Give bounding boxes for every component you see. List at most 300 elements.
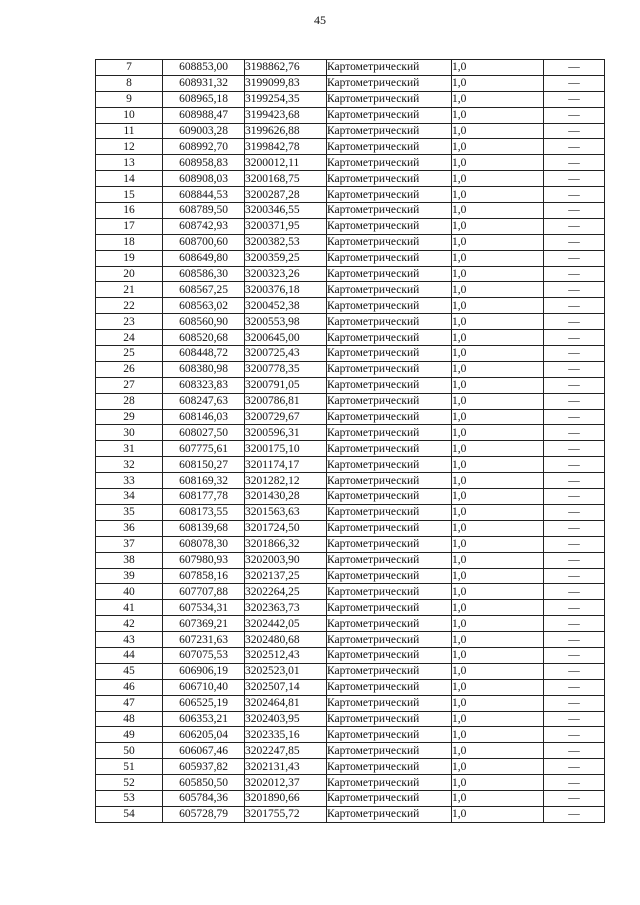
x-coordinate-cell: 608789,50 [163,203,245,219]
description-cell: — [544,489,605,505]
accuracy-cell: 1,0 [452,187,544,203]
point-number-cell: 37 [96,536,163,552]
y-coordinate-cell: 3200596,31 [245,425,327,441]
x-coordinate-cell: 607707,88 [163,584,245,600]
accuracy-cell: 1,0 [452,775,544,791]
description-cell: — [544,473,605,489]
point-number-cell: 38 [96,552,163,568]
y-coordinate-cell: 3199254,35 [245,91,327,107]
point-number-cell: 53 [96,790,163,806]
description-cell: — [544,663,605,679]
x-coordinate-cell: 608586,30 [163,266,245,282]
x-coordinate-cell: 608139,68 [163,520,245,536]
method-cell: Картометрический [327,775,452,791]
y-coordinate-cell: 3199842,78 [245,139,327,155]
y-coordinate-cell: 3200175,10 [245,441,327,457]
x-coordinate-cell: 608649,80 [163,250,245,266]
table-row [96,330,605,346]
method-cell: Картометрический [327,171,452,187]
x-coordinate-cell: 607231,63 [163,632,245,648]
accuracy-cell: 1,0 [452,60,544,76]
method-cell: Картометрический [327,425,452,441]
method-cell: Картометрический [327,647,452,663]
y-coordinate-cell: 3200168,75 [245,171,327,187]
method-cell: Картометрический [327,457,452,473]
x-coordinate-cell: 608965,18 [163,91,245,107]
x-coordinate-cell: 608169,32 [163,473,245,489]
point-number-cell: 31 [96,441,163,457]
method-cell: Картометрический [327,632,452,648]
x-coordinate-cell: 606205,04 [163,727,245,743]
method-cell: Картометрический [327,552,452,568]
x-coordinate-cell: 607369,21 [163,616,245,632]
method-cell: Картометрический [327,266,452,282]
method-cell: Картометрический [327,489,452,505]
y-coordinate-cell: 3199626,88 [245,123,327,139]
table-row [96,616,605,632]
description-cell: — [544,727,605,743]
y-coordinate-cell: 3200382,53 [245,234,327,250]
method-cell: Картометрический [327,314,452,330]
x-coordinate-cell: 608380,98 [163,361,245,377]
y-coordinate-cell: 3200791,05 [245,377,327,393]
method-cell: Картометрический [327,663,452,679]
x-coordinate-cell: 607980,93 [163,552,245,568]
table-row [96,552,605,568]
description-cell: — [544,441,605,457]
table-row [96,457,605,473]
y-coordinate-cell: 3202363,73 [245,600,327,616]
table-row [96,171,605,187]
point-number-cell: 29 [96,409,163,425]
point-number-cell: 9 [96,91,163,107]
point-number-cell: 19 [96,250,163,266]
table-row [96,409,605,425]
table-row [96,632,605,648]
accuracy-cell: 1,0 [452,425,544,441]
description-cell: — [544,790,605,806]
point-number-cell: 42 [96,616,163,632]
method-cell: Картометрический [327,361,452,377]
x-coordinate-cell: 605784,36 [163,790,245,806]
y-coordinate-cell: 3201282,12 [245,473,327,489]
accuracy-cell: 1,0 [452,584,544,600]
accuracy-cell: 1,0 [452,409,544,425]
method-cell: Картометрический [327,504,452,520]
table-row [96,727,605,743]
table-row [96,393,605,409]
description-cell: — [544,504,605,520]
description-cell: — [544,695,605,711]
point-number-cell: 17 [96,218,163,234]
x-coordinate-cell: 608520,68 [163,330,245,346]
point-number-cell: 15 [96,187,163,203]
method-cell: Картометрический [327,60,452,76]
description-cell: — [544,218,605,234]
description-cell: — [544,171,605,187]
description-cell: — [544,107,605,123]
table-row [96,504,605,520]
method-cell: Картометрический [327,282,452,298]
x-coordinate-cell: 608853,00 [163,60,245,76]
x-coordinate-cell: 608323,83 [163,377,245,393]
accuracy-cell: 1,0 [452,314,544,330]
accuracy-cell: 1,0 [452,711,544,727]
method-cell: Картометрический [327,600,452,616]
accuracy-cell: 1,0 [452,155,544,171]
y-coordinate-cell: 3200346,55 [245,203,327,219]
x-coordinate-cell: 607534,31 [163,600,245,616]
point-number-cell: 8 [96,75,163,91]
table-row [96,139,605,155]
method-cell: Картометрический [327,568,452,584]
accuracy-cell: 1,0 [452,520,544,536]
y-coordinate-cell: 3201174,17 [245,457,327,473]
y-coordinate-cell: 3202137,25 [245,568,327,584]
y-coordinate-cell: 3200786,81 [245,393,327,409]
y-coordinate-cell: 3199423,68 [245,107,327,123]
point-number-cell: 39 [96,568,163,584]
accuracy-cell: 1,0 [452,107,544,123]
point-number-cell: 27 [96,377,163,393]
x-coordinate-cell: 605850,50 [163,775,245,791]
point-number-cell: 14 [96,171,163,187]
description-cell: — [544,60,605,76]
point-number-cell: 43 [96,632,163,648]
description-cell: — [544,600,605,616]
table-row [96,218,605,234]
accuracy-cell: 1,0 [452,298,544,314]
x-coordinate-cell: 608448,72 [163,346,245,362]
method-cell: Картометрический [327,75,452,91]
table-row [96,568,605,584]
description-cell: — [544,806,605,822]
y-coordinate-cell: 3201866,32 [245,536,327,552]
method-cell: Картометрический [327,234,452,250]
description-cell: — [544,457,605,473]
method-cell: Картометрический [327,203,452,219]
x-coordinate-cell: 607075,53 [163,647,245,663]
description-cell: — [544,155,605,171]
y-coordinate-cell: 3200729,67 [245,409,327,425]
page-number: 45 [314,13,326,27]
description-cell: — [544,679,605,695]
x-coordinate-cell: 605937,82 [163,759,245,775]
method-cell: Картометрический [327,107,452,123]
point-number-cell: 30 [96,425,163,441]
description-cell: — [544,743,605,759]
x-coordinate-cell: 605728,79 [163,806,245,822]
y-coordinate-cell: 3201890,66 [245,790,327,806]
point-number-cell: 13 [96,155,163,171]
accuracy-cell: 1,0 [452,75,544,91]
description-cell: — [544,250,605,266]
table-row [96,711,605,727]
x-coordinate-cell: 608958,83 [163,155,245,171]
description-cell: — [544,552,605,568]
description-cell: — [544,75,605,91]
method-cell: Картометрический [327,473,452,489]
table-row [96,425,605,441]
method-cell: Картометрический [327,584,452,600]
method-cell: Картометрический [327,616,452,632]
description-cell: — [544,632,605,648]
description-cell: — [544,234,605,250]
point-number-cell: 51 [96,759,163,775]
table-row [96,60,605,76]
x-coordinate-cell: 608173,55 [163,504,245,520]
accuracy-cell: 1,0 [452,536,544,552]
table-row [96,489,605,505]
accuracy-cell: 1,0 [452,489,544,505]
y-coordinate-cell: 3201563,63 [245,504,327,520]
accuracy-cell: 1,0 [452,91,544,107]
y-coordinate-cell: 3202523,01 [245,663,327,679]
table-row [96,600,605,616]
table-row [96,155,605,171]
table-row [96,282,605,298]
description-cell: — [544,330,605,346]
method-cell: Картометрический [327,441,452,457]
x-coordinate-cell: 608908,03 [163,171,245,187]
y-coordinate-cell: 3200287,28 [245,187,327,203]
table-row [96,536,605,552]
table-row [96,107,605,123]
y-coordinate-cell: 3202442,05 [245,616,327,632]
table-row [96,790,605,806]
description-cell: — [544,187,605,203]
y-coordinate-cell: 3200725,43 [245,346,327,362]
y-coordinate-cell: 3202131,43 [245,759,327,775]
y-coordinate-cell: 3199099,83 [245,75,327,91]
x-coordinate-cell: 609003,28 [163,123,245,139]
description-cell: — [544,536,605,552]
y-coordinate-cell: 3201430,28 [245,489,327,505]
accuracy-cell: 1,0 [452,123,544,139]
y-coordinate-cell: 3201755,72 [245,806,327,822]
y-coordinate-cell: 3200359,25 [245,250,327,266]
table-row [96,743,605,759]
point-number-cell: 7 [96,60,163,76]
x-coordinate-cell: 608742,93 [163,218,245,234]
accuracy-cell: 1,0 [452,282,544,298]
y-coordinate-cell: 3202480,68 [245,632,327,648]
y-coordinate-cell: 3200323,26 [245,266,327,282]
x-coordinate-cell: 606067,46 [163,743,245,759]
accuracy-cell: 1,0 [452,743,544,759]
method-cell: Картометрический [327,377,452,393]
point-number-cell: 49 [96,727,163,743]
description-cell: — [544,203,605,219]
method-cell: Картометрический [327,187,452,203]
description-cell: — [544,91,605,107]
table-row [96,647,605,663]
y-coordinate-cell: 3202247,85 [245,743,327,759]
accuracy-cell: 1,0 [452,679,544,695]
y-coordinate-cell: 3200452,38 [245,298,327,314]
accuracy-cell: 1,0 [452,552,544,568]
x-coordinate-cell: 608560,90 [163,314,245,330]
table-row [96,759,605,775]
method-cell: Картометрический [327,393,452,409]
point-number-cell: 12 [96,139,163,155]
x-coordinate-cell: 606353,21 [163,711,245,727]
description-cell: — [544,647,605,663]
y-coordinate-cell: 3200645,00 [245,330,327,346]
description-cell: — [544,139,605,155]
y-coordinate-cell: 3200376,18 [245,282,327,298]
description-cell: — [544,616,605,632]
x-coordinate-cell: 606710,40 [163,679,245,695]
x-coordinate-cell: 606525,19 [163,695,245,711]
table-row [96,75,605,91]
accuracy-cell: 1,0 [452,393,544,409]
x-coordinate-cell: 607858,16 [163,568,245,584]
accuracy-cell: 1,0 [452,203,544,219]
method-cell: Картометрический [327,679,452,695]
x-coordinate-cell: 606906,19 [163,663,245,679]
description-cell: — [544,425,605,441]
point-number-cell: 21 [96,282,163,298]
accuracy-cell: 1,0 [452,330,544,346]
accuracy-cell: 1,0 [452,377,544,393]
accuracy-cell: 1,0 [452,600,544,616]
point-number-cell: 36 [96,520,163,536]
description-cell: — [544,409,605,425]
method-cell: Картометрический [327,155,452,171]
point-number-cell: 41 [96,600,163,616]
x-coordinate-cell: 607775,61 [163,441,245,457]
description-cell: — [544,759,605,775]
y-coordinate-cell: 3200778,35 [245,361,327,377]
table-row [96,203,605,219]
point-number-cell: 44 [96,647,163,663]
method-cell: Картометрический [327,218,452,234]
point-number-cell: 16 [96,203,163,219]
point-number-cell: 33 [96,473,163,489]
x-coordinate-cell: 608844,53 [163,187,245,203]
point-number-cell: 47 [96,695,163,711]
accuracy-cell: 1,0 [452,806,544,822]
x-coordinate-cell: 608146,03 [163,409,245,425]
x-coordinate-cell: 608563,02 [163,298,245,314]
accuracy-cell: 1,0 [452,790,544,806]
y-coordinate-cell: 3201724,50 [245,520,327,536]
x-coordinate-cell: 608700,60 [163,234,245,250]
table-row [96,775,605,791]
accuracy-cell: 1,0 [452,250,544,266]
table-row [96,441,605,457]
table-row [96,346,605,362]
x-coordinate-cell: 608027,50 [163,425,245,441]
accuracy-cell: 1,0 [452,616,544,632]
method-cell: Картометрический [327,520,452,536]
description-cell: — [544,266,605,282]
x-coordinate-cell: 608247,63 [163,393,245,409]
x-coordinate-cell: 608078,30 [163,536,245,552]
method-cell: Картометрический [327,790,452,806]
method-cell: Картометрический [327,91,452,107]
x-coordinate-cell: 608150,27 [163,457,245,473]
description-cell: — [544,123,605,139]
point-number-cell: 35 [96,504,163,520]
point-number-cell: 11 [96,123,163,139]
method-cell: Картометрический [327,409,452,425]
table-row [96,584,605,600]
y-coordinate-cell: 3202003,90 [245,552,327,568]
y-coordinate-cell: 3200012,11 [245,155,327,171]
y-coordinate-cell: 3200553,98 [245,314,327,330]
point-number-cell: 20 [96,266,163,282]
accuracy-cell: 1,0 [452,504,544,520]
table-row [96,314,605,330]
table-row [96,663,605,679]
accuracy-cell: 1,0 [452,759,544,775]
method-cell: Картометрический [327,743,452,759]
description-cell: — [544,314,605,330]
description-cell: — [544,568,605,584]
point-number-cell: 52 [96,775,163,791]
method-cell: Картометрический [327,759,452,775]
point-number-cell: 22 [96,298,163,314]
description-cell: — [544,711,605,727]
accuracy-cell: 1,0 [452,346,544,362]
point-number-cell: 50 [96,743,163,759]
method-cell: Картометрический [327,298,452,314]
method-cell: Картометрический [327,711,452,727]
method-cell: Картометрический [327,536,452,552]
table-row [96,806,605,822]
method-cell: Картометрический [327,123,452,139]
method-cell: Картометрический [327,139,452,155]
x-coordinate-cell: 608988,47 [163,107,245,123]
point-number-cell: 18 [96,234,163,250]
table-row [96,187,605,203]
accuracy-cell: 1,0 [452,457,544,473]
table-row [96,234,605,250]
point-number-cell: 48 [96,711,163,727]
point-number-cell: 26 [96,361,163,377]
table-row [96,377,605,393]
accuracy-cell: 1,0 [452,647,544,663]
point-number-cell: 46 [96,679,163,695]
accuracy-cell: 1,0 [452,441,544,457]
table-body [96,60,605,823]
y-coordinate-cell: 3202464,81 [245,695,327,711]
accuracy-cell: 1,0 [452,234,544,250]
method-cell: Картометрический [327,695,452,711]
y-coordinate-cell: 3202335,16 [245,727,327,743]
y-coordinate-cell: 3202507,14 [245,679,327,695]
x-coordinate-cell: 608567,25 [163,282,245,298]
point-number-cell: 24 [96,330,163,346]
y-coordinate-cell: 3200371,95 [245,218,327,234]
point-number-cell: 23 [96,314,163,330]
accuracy-cell: 1,0 [452,727,544,743]
table-row [96,250,605,266]
x-coordinate-cell: 608177,78 [163,489,245,505]
method-cell: Картометрический [327,806,452,822]
description-cell: — [544,361,605,377]
accuracy-cell: 1,0 [452,266,544,282]
point-number-cell: 45 [96,663,163,679]
description-cell: — [544,775,605,791]
x-coordinate-cell: 608992,70 [163,139,245,155]
y-coordinate-cell: 3202403,95 [245,711,327,727]
point-number-cell: 10 [96,107,163,123]
point-number-cell: 54 [96,806,163,822]
accuracy-cell: 1,0 [452,171,544,187]
